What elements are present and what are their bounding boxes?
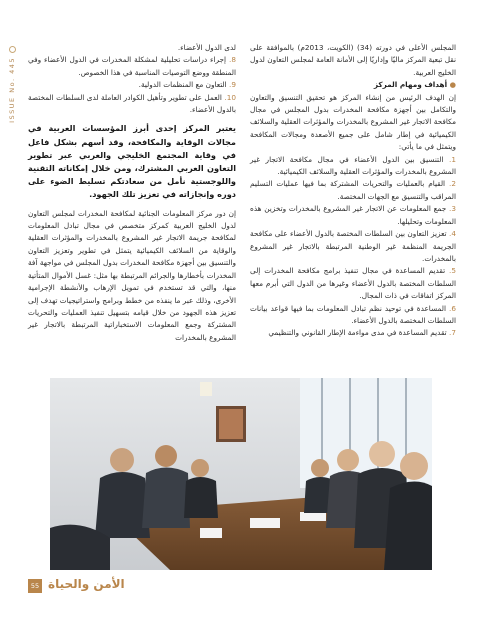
item-text: تقديم المساعدة في مدى مواءمة الإطار القانوني والتنظيمي <box>268 328 447 338</box>
list-item <box>28 92 236 117</box>
item-number: 6. <box>449 303 456 313</box>
goals-intro: إن الهدف الرئيس من إنشاء المركز هو تحقيق التنسيق والتعاون والتكامل بين أجهزة مكافحة المخدرات بدول المجلس في مجال مكافحة الاتجار غير المشروع بالمخدرات والمؤثرات العقلية والسلائف الكيميائية في إطار شامل على جميع الأصعدة ومجالات المكافحة ويتمثل في ما يأتي: <box>250 92 456 152</box>
item-text: تعزيز التعاون بين السلطات المختصة بالدول الأعضاء على مكافحة الجريمة المنظمة غير الوطنية المرتبطة بالاتجار غير المشروع بالمخدرات. <box>250 229 456 263</box>
list-item <box>250 154 456 179</box>
list-item <box>28 54 236 79</box>
item-number: 4. <box>449 229 456 239</box>
item-number: 10. <box>224 92 237 102</box>
continuation-text: لدى الدول الأعضاء. <box>177 43 236 52</box>
item-text: العمل على تطوير وتأهيل الكوادر العاملة لدى السلطات المختصة بالدول الأعضاء. <box>28 92 236 115</box>
highlight-question: يعتبر المركز إحدى أبرز المؤسسات العربية في مجالات الوقاية والمكافحة، وقد أسهم بشكل فاعل في وقاية المجتمع الخليجي والعربي عبر تطوير التعاون العربي المشترك، ومن خلال إمكاناته التقنية واللوجستية نأمل من سعادتكم تسليط الضوء على دوره وإنجازاته في تعزيز تلك الجهود. <box>28 123 236 200</box>
list-item <box>250 327 456 339</box>
item-number: 5. <box>449 266 456 276</box>
item-text: المساعدة في توحيد نظم تبادل المعلومات بما فيها قواعد بيانات السلطات المختصة بالدول الأعضاء. <box>250 303 456 325</box>
list-item <box>250 203 456 228</box>
meeting-photo <box>50 378 432 570</box>
item-number: 9. <box>229 80 236 90</box>
list-item <box>250 228 456 265</box>
item-number: 3. <box>449 204 456 214</box>
ring-icon <box>9 46 16 53</box>
body-paragraph: إن دور مركز المعلومات الجنائية لمكافحة المخدرات لمجلس التعاون لدول الخليج العربية كمركز متخصص في مجال تبادل المعلومات لمكافحة جريمة الاتجار غير المشروع بالمخدرات والمؤثرات العقلية والوقاية من السلائف الكيميائية يتمثل في تطوير وتعزيز التعاون والتنسيق بين أجهزة مكافحة المخدرات بدول المجلس في مواجهة آفة المخدرات بأخطارها والجرائم المرتبطة بها مثل: غسل الأموال المتأتية منها، والتي قد تستخدم في تمويل الإرهاب والأنشطة الإجرامية الأخرى، وذلك عبر ما ينفذه من خطط وبرامج واستراتيجيات تهدف إلى تعزيز هذه الجهود من خلال قيامه بتسهيل تنفيذ العمليات والتحريات المشتركة وجمع المعلومات الاستخباراتية المرتبطة بالاتجار غير المشروع بالمخدرات <box>28 208 236 342</box>
list-item <box>250 178 456 203</box>
list-item <box>250 303 456 328</box>
goals-heading: أهداف ومهام المركز <box>373 80 448 90</box>
magazine-title: الأمن والحياة <box>48 577 125 591</box>
left-column <box>28 42 236 344</box>
issue-strip <box>6 46 18 126</box>
issue-label: ISSUE No. 445 <box>8 57 16 123</box>
item-text: إجراء دراسات تحليلية لمشكلة المخدرات في الدول الأعضاء وفي المنطقة ووضع التوصيات المناسبة في هذا الخصوص. <box>28 55 236 77</box>
intro-paragraph: المجلس الأعلى في دورته (34) (الكويت، 2013م) بالموافقة على نقل تبعية المركز ماليًا وإداريًا إلى الأمانة العامة لمجلس التعاون لدول الخليج العربية. <box>250 43 456 77</box>
item-text: القيام بالعمليات والتحريات المشتركة بما فيها عمليات التسليم المراقب والتنسيق مع الجهات المختصة. <box>250 179 456 201</box>
item-text: جمع المعلومات عن الاتجار غير المشروع بالمخدرات وتخزين هذه المعلومات وتحليلها. <box>250 204 456 226</box>
item-number: 7. <box>449 328 456 338</box>
list-item <box>250 265 456 302</box>
item-text: التعاون مع المنظمات الدولية. <box>138 80 227 90</box>
item-number: 8. <box>229 55 236 65</box>
list-item <box>28 79 236 91</box>
item-number: 1. <box>449 154 456 164</box>
right-column <box>250 42 456 340</box>
page-number: 55 <box>28 579 42 593</box>
goals-heading-row <box>250 79 456 91</box>
item-text: التنسيق بين الدول الأعضاء في مجال مكافحة الاتجار غير المشروع بالمخدرات والمؤثرات العقلية والسلائف الكيميائية. <box>250 154 456 177</box>
item-text: تقديم المساعدة في مجال تنفيذ برامج مكافحة المخدرات إلى السلطات المختصة بالدول الأعضاء وغيرها من الدول التي أبرم معها المركز اتفاقات في ذات المجال. <box>250 266 456 301</box>
meeting-photo-illustration <box>50 378 432 570</box>
item-number: 2. <box>449 179 456 189</box>
footer <box>28 579 448 593</box>
bullet-dot-icon: ● <box>447 80 456 90</box>
